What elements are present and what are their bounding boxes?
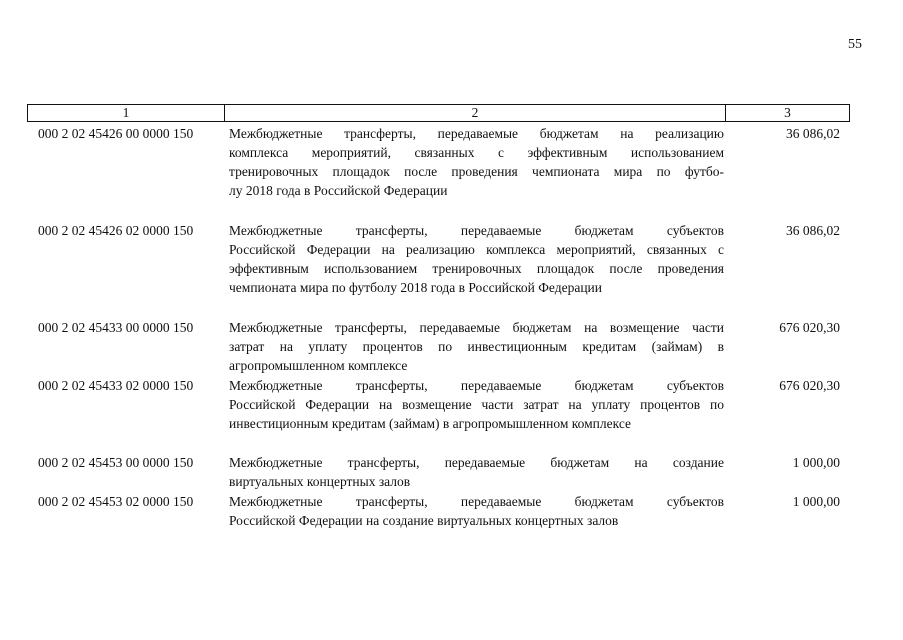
table-header	[27, 104, 850, 122]
row-amount: 1 000,00	[792, 494, 840, 509]
row-description	[229, 318, 724, 375]
description-line: тренировочных площадок после проведения чемпионата мира по футбо-	[229, 164, 724, 179]
description-line: Межбюджетные трансферты, передаваемые бюджетам субъектов	[229, 223, 724, 238]
row-code: 000 2 02 45433 02 0000 150	[38, 378, 194, 393]
description-line: Межбюджетные трансферты, передаваемые бюджетам на возмещение части	[229, 320, 724, 335]
description-line: лу 2018 года в Российской Федерации	[229, 183, 448, 198]
row-amount: 1 000,00	[792, 455, 840, 470]
description-line: затрат на уплату процентов по инвестиционным кредитам (займам) в	[229, 339, 724, 354]
description-line: эффективным использованием тренировочных площадок после проведения	[229, 261, 724, 276]
description-line: Межбюджетные трансферты, передаваемые бюджетам субъектов	[229, 494, 724, 509]
row-description	[229, 376, 724, 433]
row-amount: 676 020,30	[779, 378, 840, 393]
description-line: чемпионата мира по футболу 2018 года в Российской Федерации	[229, 280, 603, 295]
row-description	[229, 453, 724, 491]
description-line: виртуальных концертных залов	[229, 474, 411, 489]
header-col-3: 3	[784, 105, 791, 120]
row-description	[229, 492, 724, 530]
row-amount: 676 020,30	[779, 320, 840, 335]
row-amount: 36 086,02	[786, 223, 840, 238]
description-line: Российской Федерации на создание виртуальных концертных залов	[229, 513, 619, 528]
description-line: Межбюджетные трансферты, передаваемые бюджетам на создание	[229, 455, 724, 470]
description-line: комплекса мероприятий, связанных с эффективным использованием	[229, 145, 724, 160]
row-code: 000 2 02 45426 00 0000 150	[38, 126, 194, 141]
description-line: Российской Федерации на возмещение части затрат на уплату процентов по	[229, 397, 724, 412]
description-line: Межбюджетные трансферты, передаваемые бюджетам на реализацию	[229, 126, 724, 141]
page-number: 55	[848, 37, 862, 52]
description-line: агропромышленном комплексе	[229, 358, 408, 373]
row-code: 000 2 02 45433 00 0000 150	[38, 320, 194, 335]
description-line: Межбюджетные трансферты, передаваемые бюджетам субъектов	[229, 378, 724, 393]
header-col-2: 2	[225, 105, 726, 121]
description-line: инвестиционным кредитам (займам) в агропромышленном комплексе	[229, 416, 631, 431]
row-description	[229, 221, 724, 297]
row-amount: 36 086,02	[786, 126, 840, 141]
row-code: 000 2 02 45426 02 0000 150	[38, 223, 194, 238]
description-line: Российской Федерации на реализацию комплекса мероприятий, связанных с	[229, 242, 724, 257]
row-code: 000 2 02 45453 02 0000 150	[38, 494, 194, 509]
row-description	[229, 124, 724, 200]
row-code: 000 2 02 45453 00 0000 150	[38, 455, 194, 470]
header-col-1: 1	[28, 105, 225, 121]
